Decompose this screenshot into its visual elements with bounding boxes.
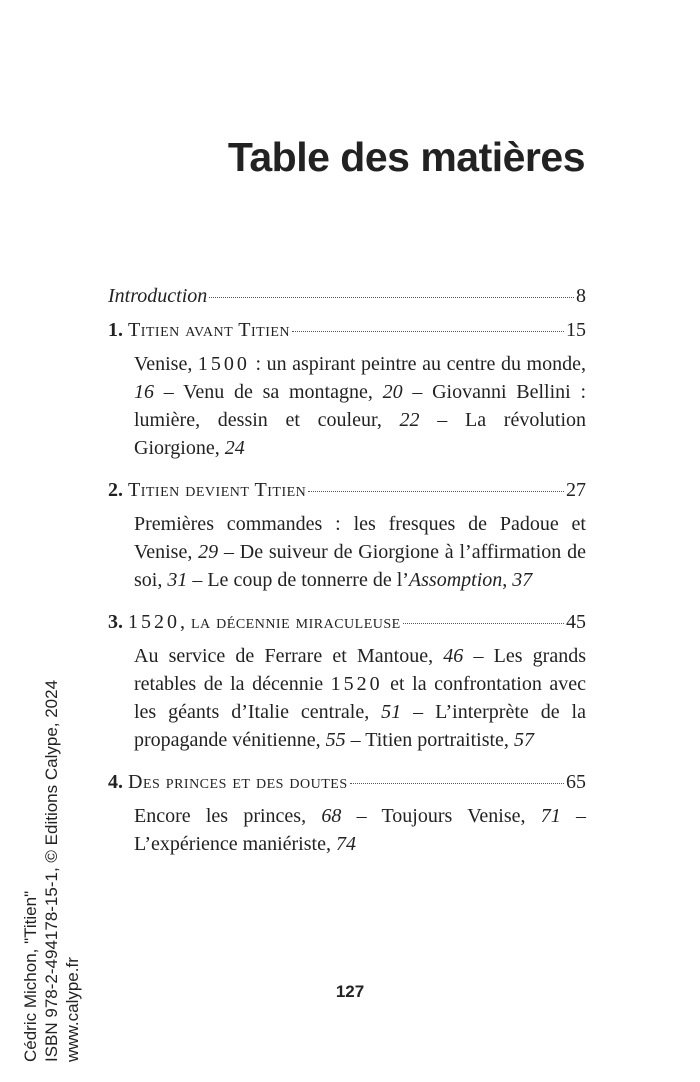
section-title-rest: : un aspirant peintre au centre du monde, [249, 353, 586, 375]
chapter-year: 1520 [128, 611, 180, 633]
chapter-number: 4. [108, 771, 123, 793]
chapter-page: 27 [566, 479, 586, 501]
chapter-1 [108, 316, 586, 462]
section-title: Titien portraitiste, [365, 729, 514, 751]
section-year: 1500 [197, 353, 250, 375]
section-page: 68 [321, 805, 342, 827]
isbn-line: ISBN 978-2-494178-15-1, © Editions Calype, 2024 [42, 679, 61, 1062]
dot-leader [403, 623, 564, 624]
section-entry[interactable] [134, 645, 463, 667]
section-page: 46 [443, 645, 464, 667]
chapter-number: 3. [108, 611, 123, 633]
section-title: L’interprète de la propagande vénitienne, [134, 701, 586, 751]
page-number: 127 [335, 982, 365, 1001]
section-title: Giovanni Bellini : lumière, dessin et couleur, [134, 381, 587, 431]
dot-leader [292, 331, 564, 332]
toc-entry-chapter-3[interactable] [108, 608, 586, 636]
section-title: L’expérience maniériste, [134, 833, 336, 855]
chapter-page: 45 [566, 611, 586, 633]
section-page: 37 [512, 569, 533, 591]
chapter-3 [108, 608, 586, 754]
table-of-contents [108, 282, 586, 872]
chapter-title [108, 316, 290, 344]
chapter-page: 65 [566, 771, 586, 793]
section-entry[interactable] [134, 833, 356, 855]
section-entry[interactable] [365, 729, 534, 751]
section-title: Encore les princes, [134, 805, 322, 827]
chapter-title-text: Des princes et des doutes [128, 771, 348, 793]
section-title: La révolution Giorgione, [134, 409, 586, 459]
section-title: Venu de sa montagne, [183, 381, 383, 403]
toc-entry-chapter-4[interactable] [108, 768, 586, 796]
section-title: Toujours Venise, [381, 805, 541, 827]
website-line[interactable]: www.calype.fr [63, 957, 82, 1062]
section-title-italic: Assomption [408, 569, 503, 591]
chapter-sections: Premières commandes : les fresques de Padoue et Venise, 29 – De suiveur de Giorgione à l’affirmation de soi, 31 – Le coup de tonnerre de l’Assomption, 37 [134, 513, 586, 591]
section-page: 29 [198, 541, 219, 563]
section-title: Premières commandes : les fresques de Padoue et Venise, [134, 513, 586, 563]
section-title: Venise, [134, 353, 198, 375]
section-page: 74 [335, 833, 356, 855]
section-title-rest: , [502, 569, 513, 591]
section-page: 55 [325, 729, 346, 751]
section-page: 71 [540, 805, 561, 827]
section-title: Les grands retables de la décennie [134, 645, 586, 695]
section-page: 16 [134, 381, 154, 403]
toc-entry-introduction[interactable] [108, 282, 586, 310]
section-entry[interactable] [134, 805, 341, 827]
section-page: 57 [513, 729, 534, 751]
toc-entry-page: 8 [576, 285, 586, 307]
chapter-sections: Venise, 1500 : un aspirant peintre au centre du monde, 16 – Venu de sa montagne, 20 – Giovanni Bellini : lumière, dessin et couleur, 22 – La révolution Giorgione, 24 [134, 353, 587, 459]
section-page: 22 [399, 409, 420, 431]
author-title-line: Cédric Michon, "Titien" [21, 890, 40, 1062]
section-entry[interactable] [183, 381, 402, 403]
chapter-title [108, 768, 348, 796]
chapter-title-text: , la décennie miraculeuse [180, 611, 401, 633]
section-title: Au service de Ferrare et Mantoue, [134, 645, 444, 667]
section-entry[interactable] [381, 805, 560, 827]
chapter-title [108, 476, 306, 504]
dot-leader [209, 297, 574, 298]
chapter-list [108, 316, 586, 858]
section-page: 31 [167, 569, 188, 591]
section-entry[interactable] [207, 569, 532, 591]
chapter-page: 15 [566, 319, 586, 341]
section-title: Le coup de tonnerre de l’ [207, 569, 409, 591]
dot-leader [350, 783, 564, 784]
chapter-title-text: Titien avant Titien [128, 319, 291, 341]
chapter-title-text: Titien devient Titien [128, 479, 307, 501]
chapter-number: 2. [108, 479, 123, 501]
section-year: 1520 [330, 673, 383, 695]
chapter-2 [108, 476, 586, 594]
section-page: 24 [224, 437, 245, 459]
chapter-sections: Encore les princes, 68 – Toujours Venise, 71 – L’expérience maniériste, 74 [134, 805, 587, 855]
toc-entry-label: Introduction [108, 285, 208, 307]
page-title: Table des matières [227, 134, 585, 180]
chapter-4 [108, 768, 586, 858]
toc-entry-chapter-1[interactable] [108, 316, 586, 344]
section-page: 51 [381, 701, 402, 723]
toc-entry-chapter-2[interactable] [108, 476, 586, 504]
chapter-title [108, 608, 401, 636]
dot-leader [308, 491, 564, 492]
section-page: 20 [382, 381, 403, 403]
chapter-number: 1. [108, 319, 123, 341]
section-title-rest: et la confrontation avec les géants d’Italie centrale, [134, 673, 586, 723]
chapter-sections: Au service de Ferrare et Mantoue, 46 – Les grands retables de la décennie 1520 et la confrontation avec les géants d’Italie centrale, 51 – L’interprète de la propagande vénitienne, 55 – Titien portraitiste, 57 [134, 645, 586, 751]
section-title: De suiveur de Giorgione à l’affirmation de soi, [134, 541, 586, 591]
